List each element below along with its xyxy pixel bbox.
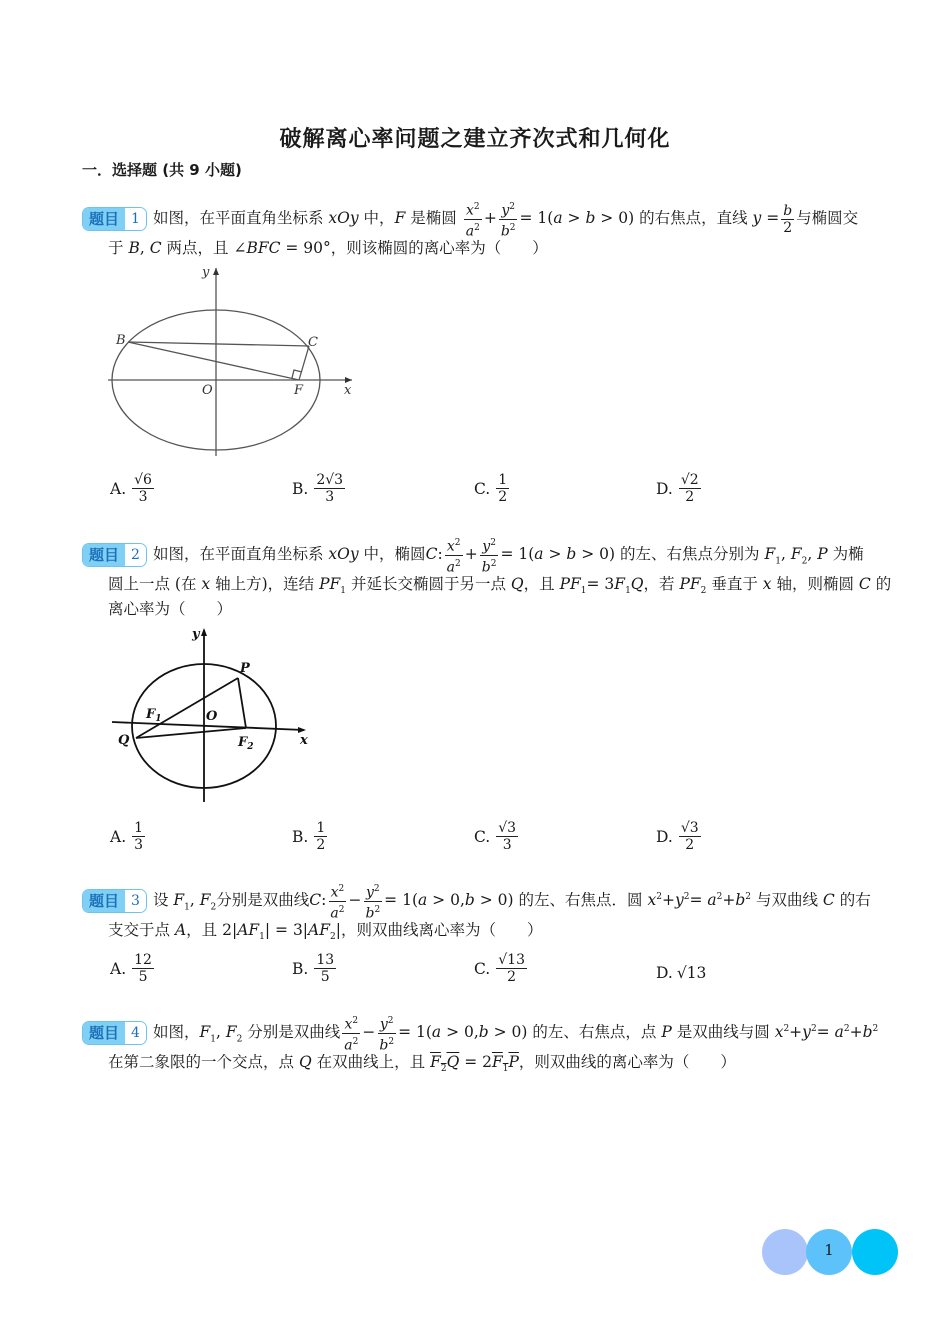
option-c[interactable]: C. $\frac{√13}{2}$ bbox=[474, 952, 525, 985]
decorative-dot-icon bbox=[762, 1229, 808, 1275]
question-1-line-1: 题目 1 如图，在平面直角坐标系 xOy 中，F 是椭圆 $\frac{x^2}{a^2}$ + $\frac{y^2}{b^2}$ = 1(a > b > 0) 的右焦点，直线 y = $\frac{b}{2}$ 与椭圆交 bbox=[82, 199, 858, 239]
svg-text:O: O bbox=[206, 709, 218, 724]
question-badge: 题目 2 bbox=[82, 543, 147, 567]
option-a[interactable]: A. $\frac{12}{5}$ bbox=[110, 952, 152, 985]
svg-text:Q: Q bbox=[118, 733, 130, 748]
option-b[interactable]: B. $\frac{1}{2}$ bbox=[292, 820, 326, 853]
page-title: 破解离心率问题之建立齐次式和几何化 bbox=[279, 127, 671, 152]
question-badge: 题目 3 bbox=[82, 889, 147, 913]
question-4-line-1: 题目 4 如图，$F_1$, $F_2$ 分别是双曲线 $\frac{x^2}{a^2}$ − $\frac{y^2}{b^2}$ = 1(a > 0,b > 0) 的左、右焦点，点 P 是双曲线与圆 $x^2+y^2= a^2+b^2$ bbox=[82, 1013, 878, 1053]
question-2-line-1: 题目 2 如图，在平面直角坐标系 xOy 中，椭圆C: $\frac{x^2}{a^2}$ + $\frac{y^2}{b^2}$ = 1(a > b > 0) 的左、右焦点分别为 $F_1$, $F_2$, P 为椭 bbox=[82, 535, 864, 575]
question-1-line-2: 于 B, C 两点，且 ∠BFC = 90°，则该椭圆的离心率为（ ） bbox=[108, 239, 548, 257]
question-3-line-1: 题目 3 设 $F_1$, $F_2$分别是双曲线C: $\frac{x^2}{a^2}$ − $\frac{y^2}{b^2}$ = 1(a > 0,b > 0) 的左、右焦点．圆 $x^2+y^2= a^2+b^2$ 与双曲线 C 的右 bbox=[82, 881, 871, 921]
question-4-line-2: 在第二象限的一个交点，点 Q 在双曲线上，且 $F_2Q = 2F_1P$，则双曲线的离心率为（ ） bbox=[108, 1053, 736, 1075]
question-3-line-2: 支交于点 A，且 $2|AF_1| = 3|AF_2|$，则双曲线离心率为（ ） bbox=[108, 921, 543, 943]
page-number-indicator bbox=[762, 1229, 902, 1277]
label-y: y bbox=[202, 265, 210, 280]
svg-text:P: P bbox=[240, 661, 250, 676]
question-2-line-3: 离心率为（ ） bbox=[108, 600, 233, 618]
option-b[interactable]: B. $\frac{2√3}{3}$ bbox=[292, 472, 344, 505]
label-b: B bbox=[116, 333, 126, 348]
label-x: x bbox=[344, 383, 352, 398]
question-2-line-2: 圆上一点 (在 x 轴上方)，连结 $PF_1$ 并延长交椭圆于另一点 Q，且 $PF_1= 3F_1Q$，若 $PF_2$ 垂直于 x 轴，则椭圆 C 的 bbox=[108, 575, 892, 597]
decorative-dot-icon bbox=[852, 1229, 898, 1275]
option-c[interactable]: C. $\frac{1}{2}$ bbox=[474, 472, 508, 505]
figure-ellipse-1 bbox=[104, 262, 360, 458]
option-d[interactable]: D. $\frac{√2}{2}$ bbox=[656, 472, 699, 505]
option-a[interactable]: A. $\frac{1}{3}$ bbox=[110, 820, 144, 853]
question-badge: 题目 1 bbox=[82, 207, 147, 231]
svg-text:F1: $F_1$ bbox=[146, 707, 162, 724]
question-1-options bbox=[110, 472, 840, 505]
option-b[interactable]: B. $\frac{13}{5}$ bbox=[292, 952, 335, 985]
option-a[interactable]: A. $\frac{√6}{3}$ bbox=[110, 472, 152, 505]
option-d[interactable]: D. √13 bbox=[656, 963, 707, 982]
label-o: O bbox=[202, 383, 213, 398]
option-c[interactable]: C. $\frac{√3}{3}$ bbox=[474, 820, 517, 853]
figure-ellipse-2 bbox=[106, 622, 316, 806]
section-heading: 一．选择题 (共 9 小题) bbox=[82, 161, 242, 179]
svg-text:y: y bbox=[192, 627, 200, 642]
svg-text:F2: $F_2$ bbox=[238, 735, 254, 752]
question-badge: 题目 4 bbox=[82, 1021, 147, 1045]
option-d[interactable]: D. $\frac{√3}{2}$ bbox=[656, 820, 699, 853]
question-3-options bbox=[110, 952, 840, 985]
label-c: C bbox=[308, 335, 318, 350]
question-2-options bbox=[110, 820, 840, 853]
page-number: 1 bbox=[824, 1241, 834, 1259]
svg-text:x: x bbox=[300, 733, 308, 748]
label-f: F bbox=[294, 383, 304, 398]
